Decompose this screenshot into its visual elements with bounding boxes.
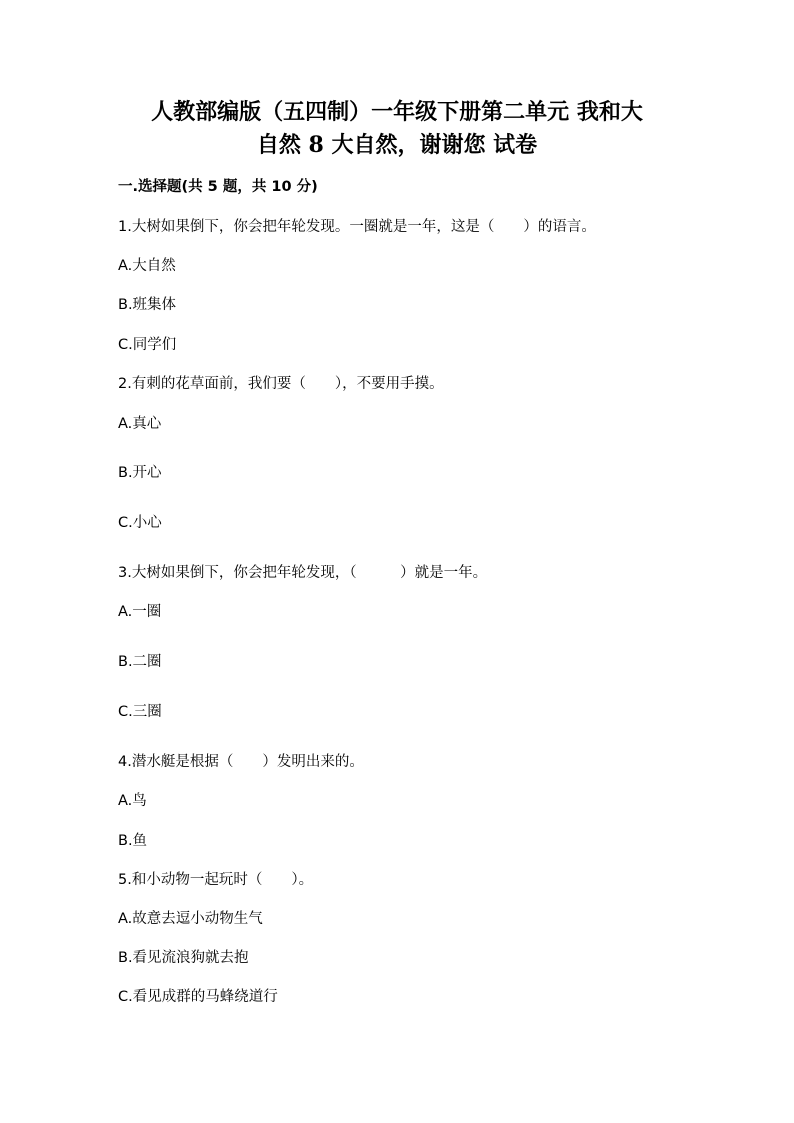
question-5-option-a: A.故意去逗小动物生气 [118, 911, 263, 927]
document-title-line-2: 自然 8 大自然，谢谢您 试卷 [256, 132, 538, 158]
question-4-option-a: A.鸟 [118, 793, 147, 809]
question-1-option-b: B.班集体 [118, 297, 177, 313]
question-5-option-c: C.看见成群的马蜂绕道行 [118, 989, 278, 1005]
question-1-stem: 1.大树如果倒下，你会把年轮发现。一圈就是一年，这是（ ）的语言。 [118, 219, 596, 235]
question-3-option-a: A.一圈 [118, 604, 162, 620]
question-3-stem: 3.大树如果倒下，你会把年轮发现，（ ）就是一年。 [118, 565, 488, 581]
section-heading: 一.选择题(共 5 题，共 10 分) [118, 179, 318, 195]
question-4-option-b: B.鱼 [118, 833, 148, 849]
question-3-option-c: C.三圈 [118, 704, 162, 720]
question-5-stem: 5.和小动物一起玩时（ ）。 [118, 872, 314, 888]
question-2-option-a: A.真心 [118, 416, 162, 432]
question-3-option-b: B.二圈 [118, 654, 162, 670]
question-5-option-b: B.看见流浪狗就去抱 [118, 950, 249, 966]
question-2-option-c: C.小心 [118, 515, 162, 531]
question-1-option-a: A.大自然 [118, 258, 176, 274]
question-2-option-b: B.开心 [118, 465, 162, 481]
question-2-stem: 2.有刺的花草面前，我们要（ ），不要用手摸。 [118, 376, 444, 392]
question-4-stem: 4.潜水艇是根据（ ）发明出来的。 [118, 754, 364, 770]
question-1-option-c: C.同学们 [118, 337, 177, 353]
document-title-line-1: 人教部编版（五四制）一年级下册第二单元 我和大 [151, 99, 643, 125]
